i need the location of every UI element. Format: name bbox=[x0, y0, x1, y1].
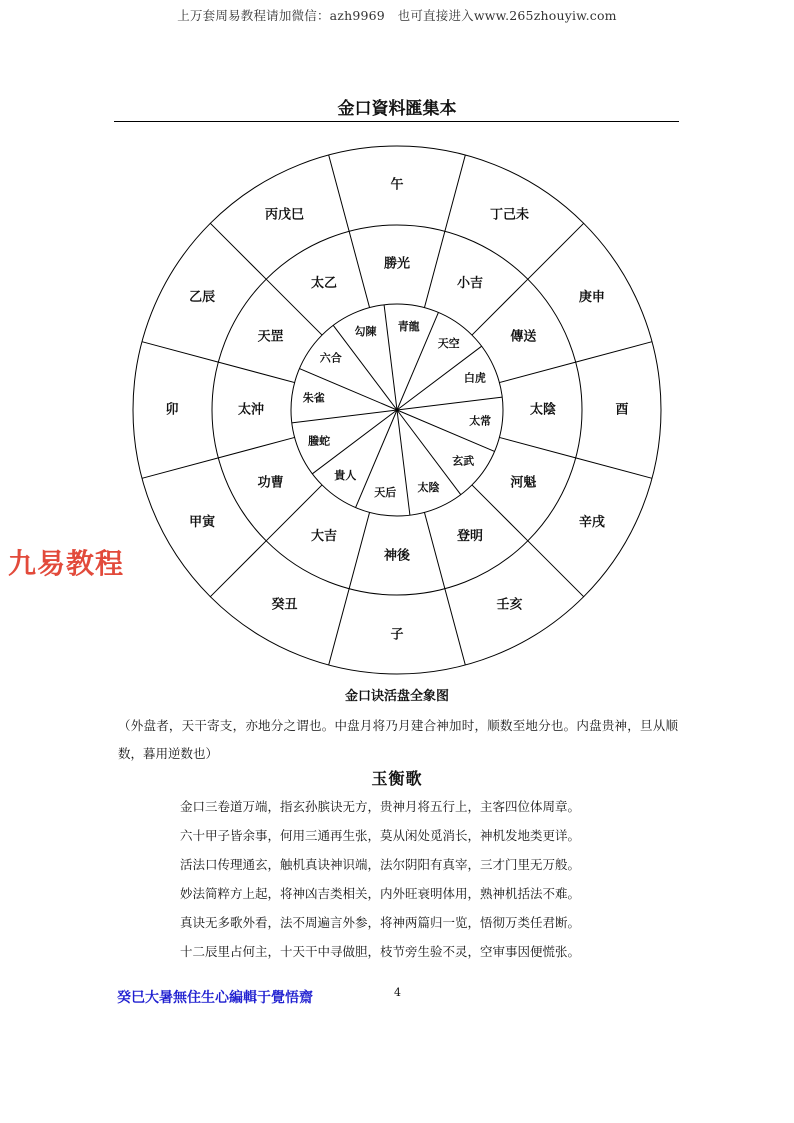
outer-divider bbox=[210, 223, 266, 279]
middle-sector-label: 太乙 bbox=[310, 276, 338, 292]
poem-body bbox=[180, 796, 640, 970]
outer-divider bbox=[445, 155, 465, 231]
footer-credit: 癸巳大暑無住生心編輯于覺悟齋 bbox=[117, 990, 313, 1006]
wheel-structure bbox=[133, 146, 661, 674]
middle-sector-label: 河魁 bbox=[510, 475, 537, 491]
outer-sector-label: 酉 bbox=[615, 402, 629, 418]
middle-divider bbox=[424, 231, 444, 307]
outer-divider bbox=[329, 155, 349, 231]
outer-sector-label: 庚申 bbox=[578, 290, 605, 305]
outer-sector-label: 丙戊巳 bbox=[264, 207, 305, 223]
middle-sector-label: 登明 bbox=[456, 528, 484, 544]
outer-sector-label: 甲寅 bbox=[189, 515, 216, 530]
explanatory-note: （外盘者，天干寄支，亦地分之谓也。中盘月将乃月建合神加时，顺数至地分也。内盘贵神，旦从顺数，暮用逆数也） bbox=[118, 718, 678, 761]
inner-sector-label: 六合 bbox=[319, 351, 342, 365]
outer-sector-label: 子 bbox=[390, 627, 404, 643]
outer-divider bbox=[576, 458, 652, 478]
middle-divider bbox=[499, 362, 575, 382]
outer-divider bbox=[329, 589, 349, 665]
outer-divider bbox=[142, 342, 218, 362]
poem-line: 金口三卷道万端，指玄孙膑诀无方，贵神月将五行上，主客四位体周章。 bbox=[180, 799, 581, 814]
poem-title: 玉衡歌 bbox=[371, 769, 423, 788]
inner-sector-label: 貴人 bbox=[334, 469, 357, 483]
middle-sector-label: 神後 bbox=[383, 548, 411, 564]
middle-sector-label: 太陰 bbox=[529, 402, 557, 418]
middle-divider bbox=[349, 512, 369, 588]
middle-divider bbox=[349, 231, 369, 307]
poem-line: 六十甲子皆余事，何用三通再生张，莫从闲处觅消长，神机发地类更详。 bbox=[180, 828, 581, 843]
inner-sector-label: 天空 bbox=[437, 336, 460, 350]
outer-divider bbox=[142, 458, 218, 478]
inner-sector-label: 勾陳 bbox=[354, 325, 377, 339]
outer-sector-label: 午 bbox=[390, 177, 404, 193]
outer-sector-label: 卯 bbox=[165, 402, 179, 418]
outer-divider bbox=[528, 541, 584, 597]
inner-spoke bbox=[292, 410, 397, 423]
middle-divider bbox=[424, 512, 444, 588]
inner-sector-label: 青龍 bbox=[397, 319, 420, 333]
outer-divider bbox=[576, 342, 652, 362]
diagram-caption: 金口诀活盘全象图 bbox=[344, 689, 449, 704]
outer-divider bbox=[528, 223, 584, 279]
inner-sector-label: 白虎 bbox=[463, 371, 486, 385]
outer-sector-label: 癸丑 bbox=[271, 597, 298, 613]
outer-sector-label: 乙辰 bbox=[189, 290, 216, 305]
document-title: 金口資料匯集本 bbox=[337, 99, 457, 119]
inner-spoke bbox=[384, 305, 397, 410]
outer-divider bbox=[210, 541, 266, 597]
middle-sector-label: 天罡 bbox=[257, 329, 284, 345]
middle-sector-label: 勝光 bbox=[383, 256, 411, 272]
outer-sector-label: 壬亥 bbox=[496, 597, 523, 613]
inner-sector-label: 太常 bbox=[469, 414, 492, 428]
inner-spoke bbox=[397, 410, 410, 515]
inner-sector-label: 螣蛇 bbox=[308, 434, 331, 448]
inner-sector-label: 天后 bbox=[374, 486, 397, 500]
inner-sector-label: 玄武 bbox=[452, 454, 475, 468]
middle-divider bbox=[218, 362, 294, 382]
outer-sector-label: 辛戌 bbox=[578, 515, 605, 530]
middle-sector-label: 大吉 bbox=[310, 528, 338, 544]
inner-sector-label: 太陰 bbox=[417, 480, 440, 494]
poem-line: 十二辰里占何主，十天干中寻做胆，枝节旁生验不灵，空审事因便慌张。 bbox=[180, 944, 581, 959]
middle-sector-label: 傳送 bbox=[510, 329, 537, 345]
poem-line: 活法口传理通玄，触机真诀神识端，法尔阴阳有真宰，三才门里无万般。 bbox=[180, 857, 581, 872]
outer-divider bbox=[445, 589, 465, 665]
middle-sector-label: 太沖 bbox=[237, 402, 265, 418]
inner-spoke bbox=[397, 397, 502, 410]
outer-sector-label: 丁己未 bbox=[489, 207, 530, 223]
poem-line: 真诀无多歌外看，法不周遍言外参，将神两篇归一览，悟彻万类任君断。 bbox=[180, 915, 581, 930]
poem-line: 妙法简粹方上起，将神凶吉类相关，内外旺衰明体用，熟神机括法不难。 bbox=[180, 886, 581, 901]
middle-divider bbox=[499, 437, 575, 457]
watermark: 九易教程 bbox=[8, 547, 125, 580]
middle-sector-label: 小吉 bbox=[456, 276, 484, 292]
page-number: 4 bbox=[394, 986, 401, 999]
inner-sector-label: 朱雀 bbox=[302, 391, 325, 405]
middle-sector-label: 功曹 bbox=[257, 475, 284, 491]
middle-divider bbox=[218, 437, 294, 457]
header-promo: 上万套周易教程请加微信：azh9969 也可直接进入www.265zhouyiw.com bbox=[177, 8, 617, 23]
